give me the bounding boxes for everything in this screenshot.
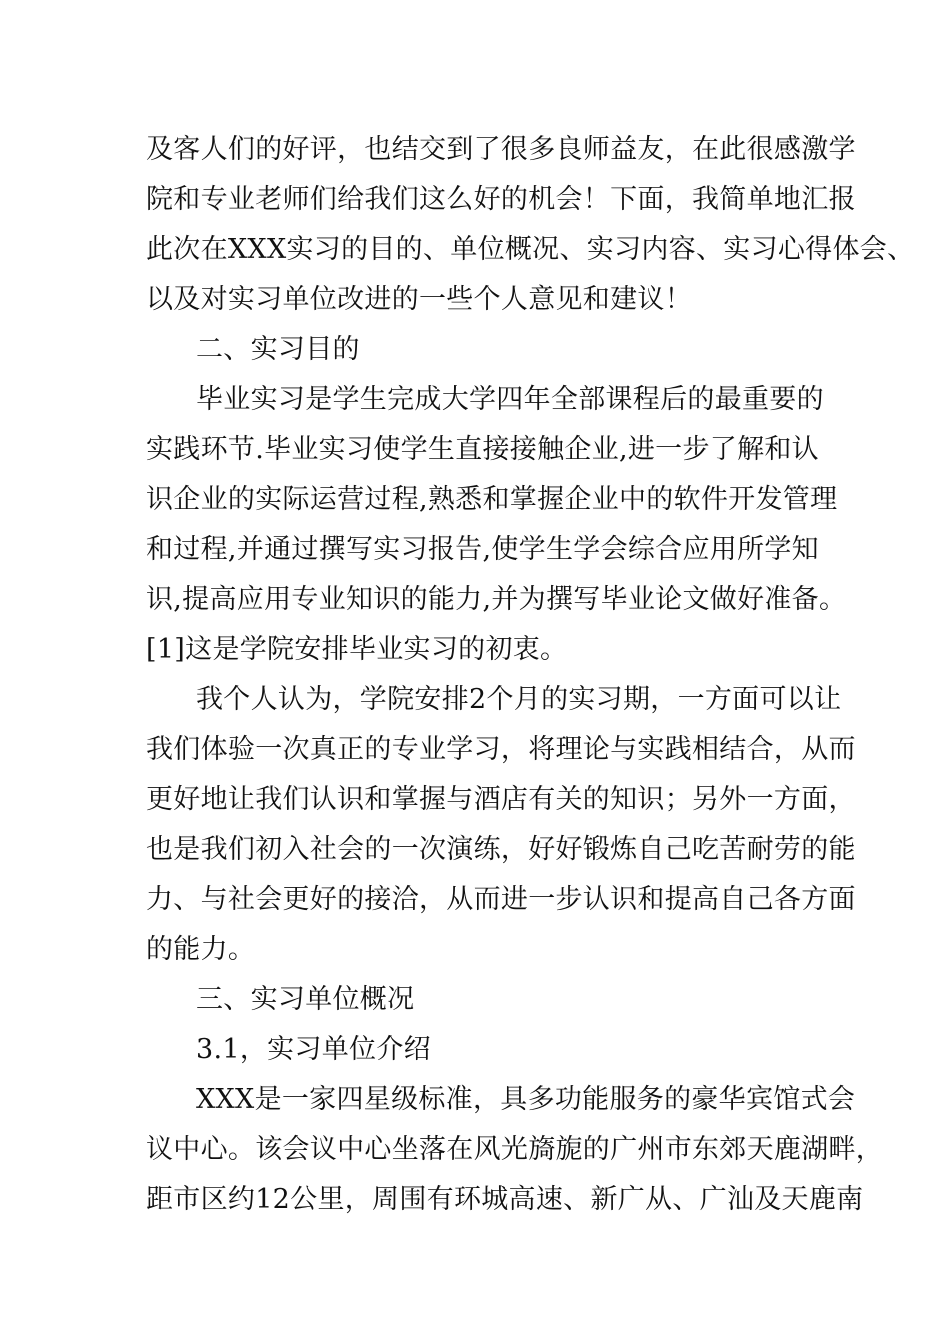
text-line: 院和专业老师们给我们这么好的机会！下面，我简单地汇报 xyxy=(146,184,856,215)
text-line: 识企业的实际运营过程,熟悉和掌握企业中的软件开发管理 xyxy=(146,484,838,515)
text-line: 以及对实习单位改进的一些个人意见和建议！ xyxy=(146,284,692,315)
text-line: 距市区约12公里，周围有环城高速、新广从、广汕及天鹿南 xyxy=(146,1184,864,1215)
text-line: XXX是一家四星级标准，具多功能服务的豪华宾馆式会 xyxy=(196,1084,856,1115)
text-line: 的能力。 xyxy=(146,934,256,965)
section-heading: 二、实习目的 xyxy=(196,334,360,365)
text-line: 我个人认为，学院安排2个月的实习期，一方面可以让 xyxy=(196,684,842,715)
text-line: 此次在XXX实习的目的、单位概况、实习内容、实习心得体会、 xyxy=(146,234,915,265)
text-line: 更好地让我们认识和掌握与酒店有关的知识；另外一方面， xyxy=(146,784,856,815)
subsection-heading: 3.1，实习单位介绍 xyxy=(196,1034,431,1065)
text-line: 也是我们初入社会的一次演练，好好锻炼自己吃苦耐劳的能 xyxy=(146,834,856,865)
text-line: 识,提高应用专业知识的能力,并为撰写毕业论文做好准备。 xyxy=(146,584,847,615)
text-line: 议中心。该会议中心坐落在风光旖旎的广州市东郊天鹿湖畔， xyxy=(146,1134,884,1165)
text-line: [1]这是学院安排毕业实习的初衷。 xyxy=(146,634,568,665)
text-line: 毕业实习是学生完成大学四年全部课程后的最重要的 xyxy=(196,384,824,415)
text-line: 及客人们的好评，也结交到了很多良师益友，在此很感激学 xyxy=(146,134,856,165)
text-line: 力、与社会更好的接洽，从而进一步认识和提高自己各方面 xyxy=(146,884,856,915)
text-line: 我们体验一次真正的专业学习，将理论与实践相结合，从而 xyxy=(146,734,856,765)
text-line: 和过程,并通过撰写实习报告,使学生学会综合应用所学知 xyxy=(146,534,819,565)
text-line: 实践环节.毕业实习使学生直接接触企业,进一步了解和认 xyxy=(146,434,819,465)
section-heading: 三、实习单位概况 xyxy=(196,984,415,1015)
